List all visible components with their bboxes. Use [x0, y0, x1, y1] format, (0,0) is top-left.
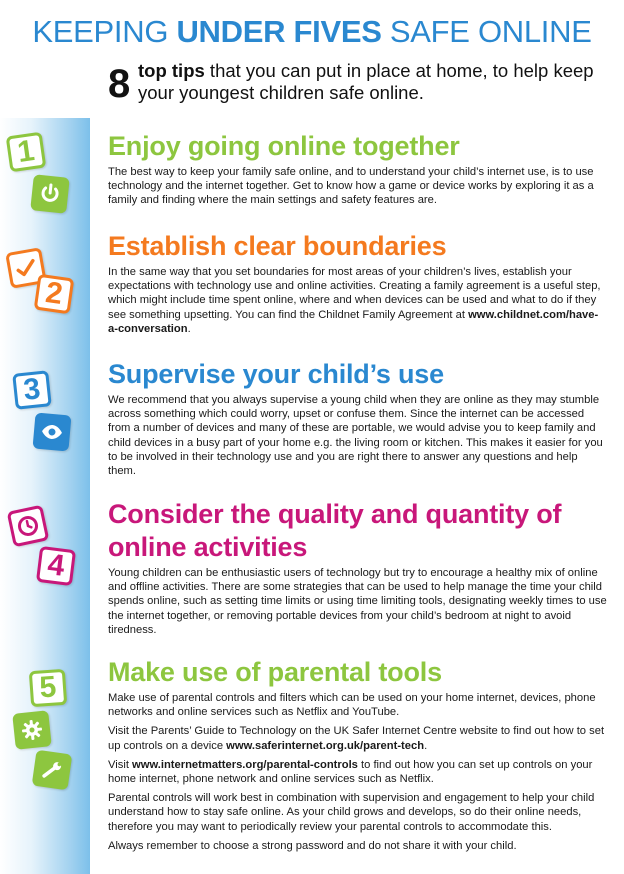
wrench-icon — [32, 750, 73, 791]
tip-3 — [108, 358, 608, 478]
tile-number-4: 4 — [36, 546, 76, 586]
clock-icon — [7, 505, 50, 548]
tip-body: We recommend that you always supervise a young child when they are online as they may stumble across something which could worry, upset or confuse them. Since the internet can be accessed from a number of devices and many of these are portable, we would advise you to keep family and child devices in a busy part of your home e.g. the living room or kitchen. This makes it easier for you to be involved in their technology use and you are right there to answer any questions and help them. — [108, 394, 603, 478]
tip-heading: Supervise your child’s use — [108, 359, 444, 389]
childnet-link: www.childnet.com/have-a-conversation — [108, 308, 599, 335]
tip-4 — [108, 498, 608, 637]
tip-body: Visit www.internetmatters.org/parental-controls to find out how you can set up controls on your home internet, phone network and online services such as Netflix. — [108, 758, 593, 786]
page-title: KEEPING UNDER FIVES SAFE ONLINE — [32, 14, 592, 49]
tile-number-3: 3 — [12, 370, 52, 410]
power-icon — [30, 174, 70, 214]
tip-body: The best way to keep your family safe online, and to understand your child’s internet use, is to use technology and the internet together. Get to know how a game or device works by exploring it as a family and finding where the main settings and safety features are. — [108, 166, 594, 207]
tile-number-1: 1 — [6, 132, 47, 173]
tip-1 — [108, 130, 608, 208]
tip-2 — [108, 230, 608, 336]
tip-heading: Establish clear boundaries — [108, 231, 447, 261]
tip-body: Always remember to choose a strong password and do not share it with your child. — [108, 839, 517, 852]
tip-5 — [108, 656, 608, 853]
tip-body: Young children can be enthusiastic users of technology but try to encourage a healthy mix of online and offline activities. There are some strategies that can be used to help manage the time your child spends online, such as setting time limits or using time limiting tools, designating weekly times to use the internet together, or removing portable devices from your child’s bedroom at night to avoid tiredness. — [108, 567, 607, 636]
tip-body: In the same way that you set boundaries for most areas of your children’s lives, establish your expectations with technology use and online activities. Creating a family agreement is a useful step, which might include time spent online, where and when devices can be used and what to do if they see something upsetting. You can find the Childnet Family Agreement at www.childnet.com/have-a-conversation. — [108, 266, 601, 335]
tip-body: Parental controls will work best in combination with supervision and engagement to help your child understand how to stay safe online. As your child grows and develops, so do their online needs, therefore you may want to periodically review your parental controls to accommodate this. — [108, 792, 595, 833]
tip-heading: Make use of parental tools — [108, 657, 442, 687]
tile-number-2: 2 — [34, 274, 75, 315]
tip-heading: Consider the quality and quantity of online activities — [108, 499, 562, 562]
eye-icon — [32, 412, 71, 451]
gear-icon — [12, 710, 52, 750]
tip-body: Visit the Parents’ Guide to Technology on the UK Safer Internet Centre website to find out how to set up controls on a device www.saferinternet.org.uk/parent-tech. — [108, 725, 605, 752]
internetmatters-link: www.internetmatters.org/parental-controls — [132, 758, 358, 771]
tile-number-5: 5 — [29, 669, 67, 707]
intro-text: top tips that you can put in place at home, to help keep your youngest children safe online. — [138, 60, 594, 103]
intro-number: 8 — [108, 62, 131, 106]
tip-heading: Enjoy going online together — [108, 131, 460, 161]
tip-body: Make use of parental controls and filters which can be used on your home internet, devices, phone networks and online services such as Netflix and YouTube. — [108, 692, 596, 719]
intro — [108, 60, 608, 104]
saferinternet-link: www.saferinternet.org.uk/parent-tech — [226, 739, 425, 752]
